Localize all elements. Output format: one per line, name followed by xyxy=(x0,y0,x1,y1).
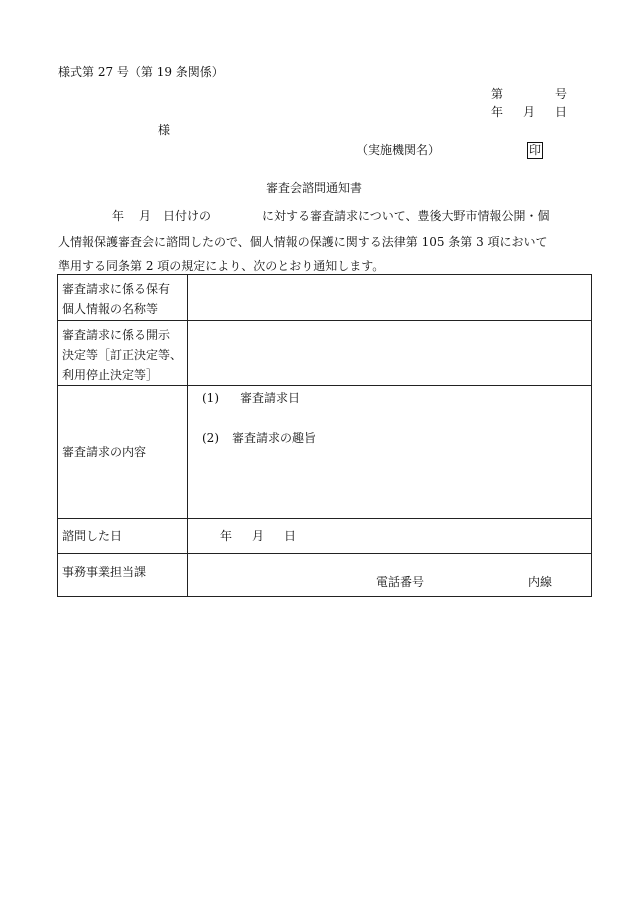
label-disclosure-decision xyxy=(58,321,188,386)
field-personal-info-name[interactable] xyxy=(188,275,592,321)
date-day: 日 xyxy=(555,105,568,119)
row-disclosure-decision xyxy=(58,321,592,386)
body-date-suffix: 日付けの xyxy=(163,209,212,223)
inquiry-day: 日 xyxy=(284,529,297,543)
number-prefix: 第 xyxy=(491,87,504,101)
row-personal-info-name xyxy=(58,275,592,321)
label-line: 審査請求に係る保有 xyxy=(62,282,171,296)
form-id: 様式第 27 号（第 19 条関係） xyxy=(58,65,224,79)
number-suffix: 号 xyxy=(555,87,568,101)
row-department xyxy=(58,554,592,597)
row-request-content xyxy=(58,386,592,519)
field-request-content[interactable] xyxy=(188,386,592,519)
date-year: 年 xyxy=(491,105,504,119)
row-inquiry-date xyxy=(58,519,592,554)
body-line2: 人情報保護審査会に諮問したので、個人情報の保護に関する法律第 105 条第 3 項において xyxy=(58,235,548,249)
inquiry-month: 月 xyxy=(252,529,265,543)
field-disclosure-decision[interactable] xyxy=(188,321,592,386)
label-line: 決定等［訂正決定等、 xyxy=(62,348,183,362)
seal-text: 印 xyxy=(529,143,542,157)
body-month: 月 xyxy=(139,209,152,223)
label-request-content: 審査請求の内容 xyxy=(58,386,188,519)
inquiry-year: 年 xyxy=(220,529,233,543)
field-department[interactable] xyxy=(188,554,592,597)
document-title: 審査会諮問通知書 xyxy=(266,181,363,195)
body-line1-rest: に対する審査請求について、豊後大野市情報公開・個 xyxy=(262,209,550,223)
body-line3: 準用する同条第 2 項の規定により、次のとおり通知します。 xyxy=(58,259,385,273)
item-num-1: (1) xyxy=(202,391,219,405)
field-inquiry-date[interactable] xyxy=(188,519,592,554)
seal-mark xyxy=(527,142,543,159)
request-table xyxy=(57,274,592,597)
issuer-label: （実施機関名） xyxy=(356,143,441,157)
item-request-date: 審査請求日 xyxy=(240,391,301,405)
label-inquiry-date: 諮問した日 xyxy=(58,519,188,554)
date-month: 月 xyxy=(523,105,536,119)
phone-label: 電話番号 xyxy=(376,575,425,589)
label-personal-info-name xyxy=(58,275,188,321)
item-num-2: (2) xyxy=(202,431,219,445)
item-request-purpose: 審査請求の趣旨 xyxy=(232,431,317,445)
label-line: 審査請求に係る開示 xyxy=(62,328,171,342)
label-line: 利用停止決定等］ xyxy=(62,368,159,382)
addressee-suffix: 様 xyxy=(158,123,171,137)
label-line: 個人情報の名称等 xyxy=(62,302,159,316)
extension-label: 内線 xyxy=(528,575,553,589)
body-year: 年 xyxy=(112,209,125,223)
label-department: 事務事業担当課 xyxy=(58,554,188,597)
